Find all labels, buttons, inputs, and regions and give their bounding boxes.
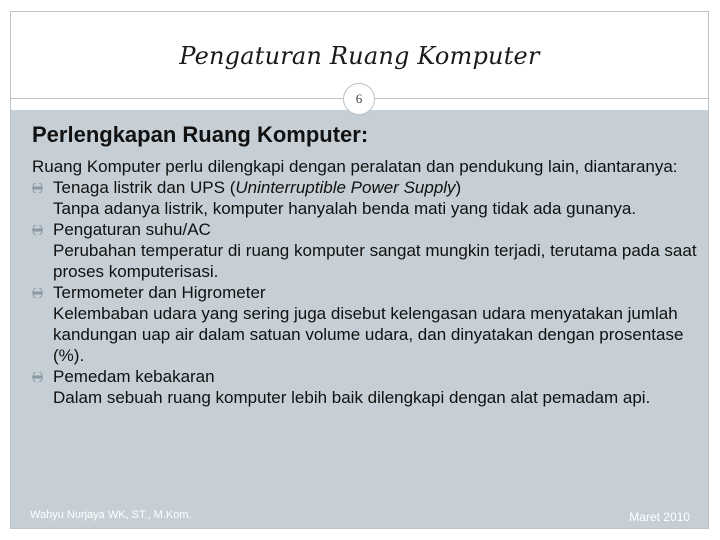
half-circle-bullet-icon — [32, 183, 43, 193]
item-description: Tanpa adanya listrik, komputer hanyalah benda mati yang tidak ada gunanya. — [53, 199, 637, 218]
content-heading: Perlengkapan Ruang Komputer: — [32, 122, 369, 147]
item-label-main: Termometer dan Higrometer — [53, 283, 266, 302]
half-circle-bullet-icon — [32, 372, 43, 382]
item-label-end: ) — [455, 178, 462, 197]
list-item-label — [32, 282, 702, 303]
intro-text: Ruang Komputer perlu dilengkapi dengan peralatan dan pendukung lain, diantaranya: — [32, 157, 678, 176]
slide-number: 6 — [343, 83, 375, 115]
list-item-label — [32, 219, 702, 240]
item-description: Kelembaban udara yang sering juga disebut kelengasan udara menyatakan jumlah kandungan uap air dalam satuan volume udara, dan dinyatakan dengan prosentase (%). — [53, 304, 684, 365]
item-label-main: Pengaturan suhu/AC — [53, 220, 211, 239]
half-circle-bullet-icon — [32, 225, 43, 235]
half-circle-bullet-icon — [32, 288, 43, 298]
list-item-label — [32, 177, 702, 198]
footer-author: Wahyu Nurjaya WK, ST., M.Kom. — [30, 509, 192, 521]
item-description: Perubahan temperatur di ruang komputer sangat mungkin terjadi, terutama pada saat proses komputerisasi. — [53, 241, 697, 281]
slide-title: Pengaturan Ruang Komputer — [179, 42, 540, 70]
item-label-italic: Uninterruptible Power Supply — [235, 178, 456, 197]
footer-date: Maret 2010 — [629, 510, 690, 524]
list-item-label — [32, 366, 702, 387]
body-text — [32, 156, 702, 408]
item-label-main: Pemedam kebakaran — [53, 367, 215, 386]
item-label-main: Tenaga listrik dan UPS ( — [53, 178, 236, 197]
item-description: Dalam sebuah ruang komputer lebih baik dilengkapi dengan alat pemadam api. — [53, 388, 651, 407]
